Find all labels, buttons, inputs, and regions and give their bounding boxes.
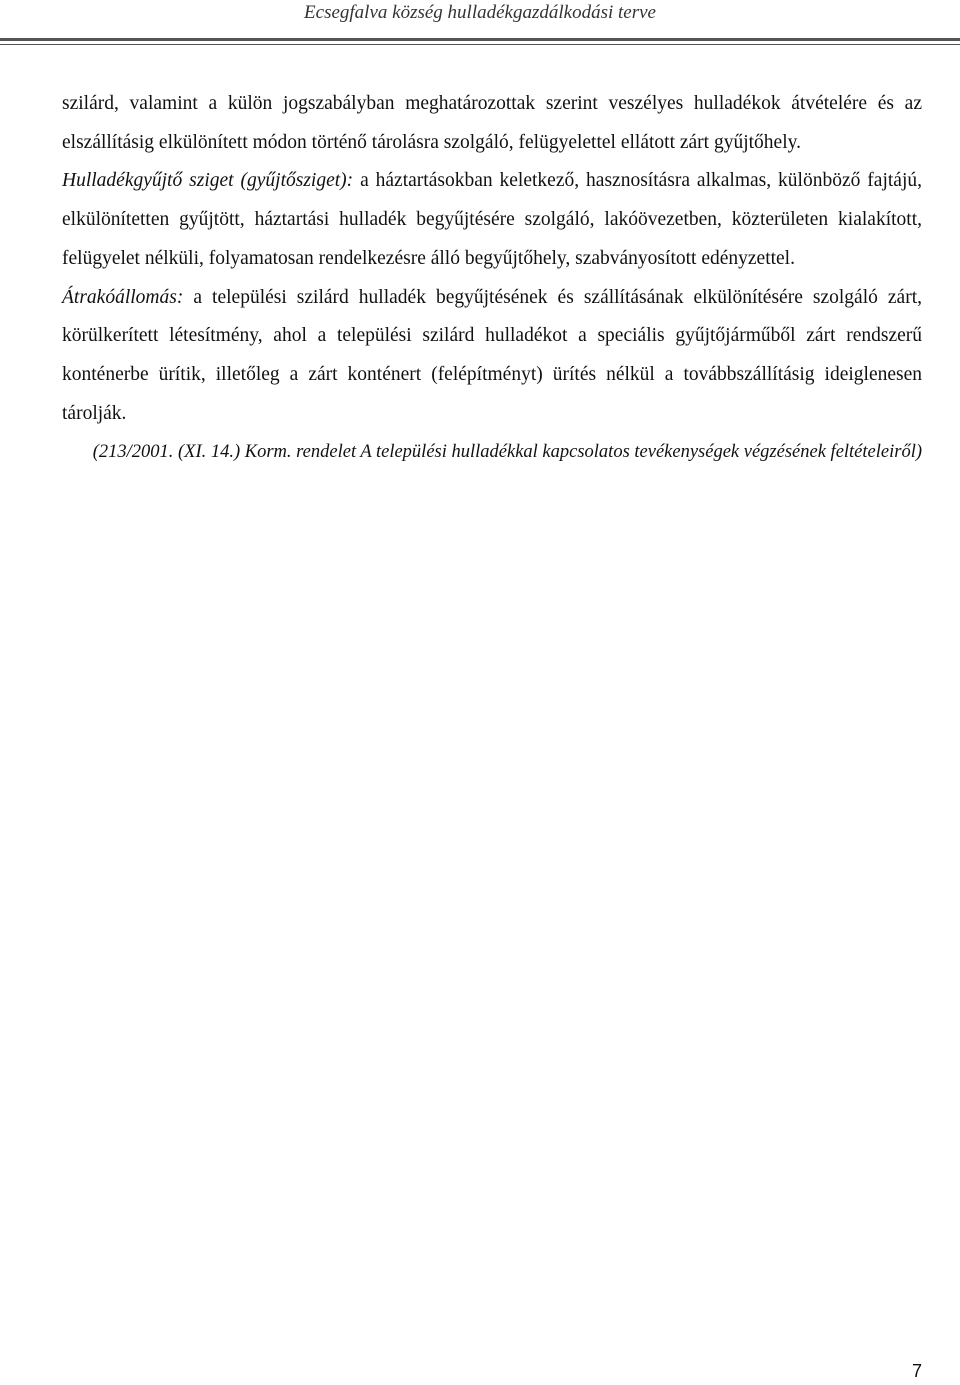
page-number: 7 (911, 1361, 922, 1381)
header-divider-thin (0, 44, 960, 45)
definition-text: a háztartásokban keletkező, hasznosításra alkalmas, különböző fajtájú, elkülönítetten gyűjtött, háztartási hulladék begyűjtésére szolgáló, lakóövezetben, közterületen kialakított, felügyelet nélküli, folyamatosan rendelkezésre álló begyűjtőhely, szabványosított edényzettel. (62, 170, 922, 269)
header-divider-thick (0, 38, 960, 41)
legal-citation: (213/2001. (XI. 14.) Korm. rendelet A települési hulladékkal kapcsolatos tevékenységek végzésének feltételeiről) (92, 442, 922, 463)
page-header-title: Ecsegfalva község hulladékgazdálkodási terve (304, 2, 656, 23)
definition-text: a települési szilárd hulladék begyűjtésének és szállításának elkülönítésére szolgáló zárt, körülkerített létesítmény, ahol a települési szilárd hulladékot a speciális gyűjtőjárműből zárt rendszerű konténerbe ürítik, illetőleg a zárt konténert (felépítményt) ürítés nélkül a továbbszállításig ideiglenesen tárolják. (62, 286, 922, 424)
paragraph-continuation: szilárd, valamint a külön jogszabályban meghatározottak szerint veszélyes hulladékok átvételére és az elszállításig elkülönített módon történő tárolásra szolgáló, felügyelettel ellátott zárt gyűjtőhely. (62, 93, 922, 153)
definition-atrakoallomas (62, 279, 922, 434)
definition-term: Hulladékgyűjtő sziget (gyűjtősziget): (62, 170, 354, 192)
definition-term: Átrakóállomás: (62, 286, 184, 308)
definition-hulladekgyujto-sziget (62, 162, 922, 278)
document-body (62, 85, 922, 472)
